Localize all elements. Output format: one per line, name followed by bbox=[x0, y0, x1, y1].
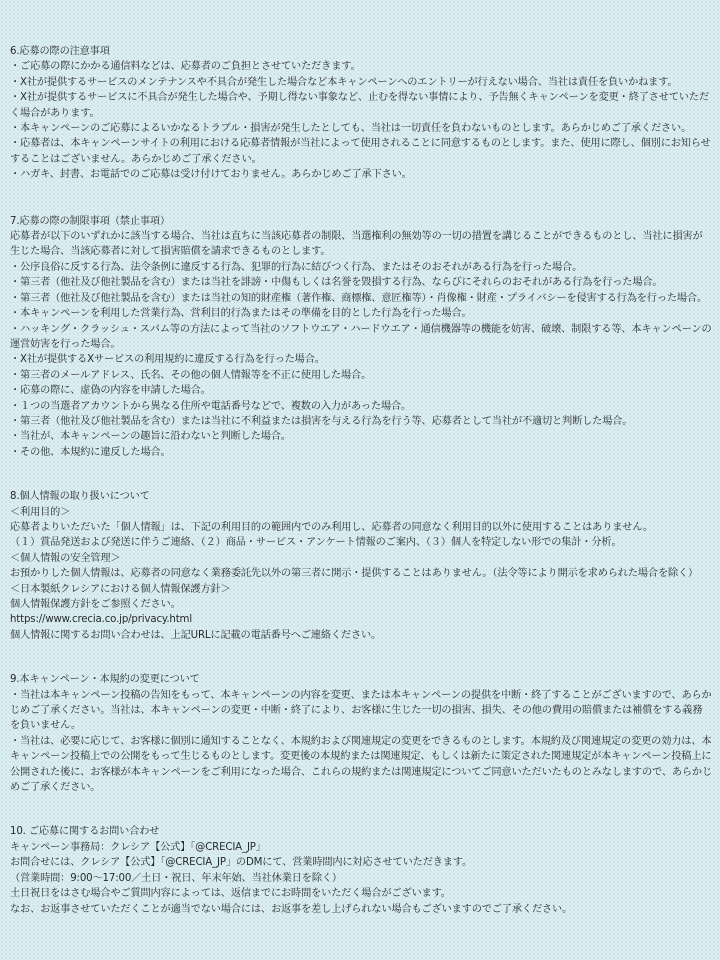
section-line: ・第三者（他社及び他社製品を含む）または当社の知的財産権（著作権、商標権、意匠権等）・肖像権・財産・プライバシーを侵害する行為を行った場合。 bbox=[10, 292, 708, 304]
section-line: ・X社が提供するサービスに不具合が発生した場合や、予期し得ない事象など、止むを得ない事情により、予告無くキャンペーンを変更・終了させていただく場合があります。 bbox=[10, 92, 710, 119]
section-line: ・ご応募の際にかかる通信料などは、応募者のご負担とさせていただきます。 bbox=[10, 61, 361, 73]
section-line: ・その他、本規約に違反した場合。 bbox=[10, 446, 171, 458]
section-line: お問合せには、クレシア【公式】「@CRECIA_JP」のDMにて、営業時間内に対応させていただきます。 bbox=[10, 857, 473, 869]
section-line: ・公序良俗に反する行為、法令条例に違反する行為、犯罪的行為に結びつく行為、またはそのおそれがある行為を行った場合。 bbox=[10, 261, 583, 273]
section-line: ・本キャンペーンを利用した営業行為、営利目的行為またはその準備を目的とした行為を行った場合。 bbox=[10, 308, 472, 320]
section-line: ・１つの当選者アカウントから異なる住所や電話番号などで、複数の入力があった場合。 bbox=[10, 400, 412, 412]
section-line: 個人情報に関するお問い合わせは、上記URLに記載の電話番号へご連絡ください。 bbox=[10, 629, 382, 641]
section-title: 6.応募の際の注意事項 bbox=[10, 46, 110, 57]
section-title: 10. ご応募に関するお問い合わせ bbox=[10, 826, 160, 838]
section-line: ・ハッキング・クラッシュ・スパム等の方法によって当社のソフトウエア・ハードウエア・通信機器等の機能を妨害、破壊、制限する等、本キャンペーンの運営妨害を行った場合。 bbox=[10, 323, 712, 350]
section-prohibited-acts bbox=[10, 214, 712, 461]
privacy-policy-url: https://www.crecia.co.jp/privacy.html bbox=[10, 614, 193, 626]
section-line: ・本キャンペーンのご応募によるいかなるトラブル・損害が発生したとしても、当社は一切責任を負わないものとします。あらかじめご了承ください。 bbox=[10, 123, 692, 135]
section-line: キャンペーン事務局：クレシア【公式】「@CRECIA_JP」 bbox=[10, 841, 266, 853]
section-line: なお、お返事させていただくことが適当でない場合には、お返事を差し上げられない場合もございますのでご了承ください。 bbox=[10, 903, 573, 915]
section-line: ・応募者は、本キャンペーンサイトの利用における応募者情報が当社によって使用されることに同意するものとします。また、使用に際し、個別にお知らせすることはございません。あらかじめご了承ください。 bbox=[10, 138, 711, 165]
section-line: ・当社は、必要に応じて、お客様に個別に通知することなく、本規約および関連規定の変更をできるものとします。本規約及び関連規定の変更の効力は、本キャンペーン投稿上での公開をもって生じるものとします。変更後の本規約または関連規定、もしくは新たに策定された関連規定が本キャンペーン投稿上に公開された後に、お客様が本キャンペーンをご利用になった場合、これらの規約または関連規定についてご同意いただいたものとみなしますので、あらかじめご了承ください。 bbox=[10, 735, 713, 794]
section-line: ＜利用目的＞ bbox=[10, 506, 71, 518]
section-contact bbox=[10, 824, 712, 916]
section-line: お預かりした個人情報は、応募者の同意なく業務委託先以外の第三者に開示・提供することはありません。（法令等により開示を求められた場合を除く） bbox=[10, 568, 699, 580]
section-line: 応募者が以下のいずれかに該当する場合、当社は直ちに当該応募者の制限、当選権利の無効等の一切の措置を講じることができるものとし、当社に損害が生じた場合、当該応募者に対して損害賠償を請求できるものとします。 bbox=[10, 231, 703, 258]
section-line: 応募者よりいただいた「個人情報」は、下記の利用目的の範囲内でのみ利用し、応募者の同意なく利用目的以外に使用することはありません。 bbox=[10, 521, 654, 533]
section-line: ・ハガキ、封書、お電話でのご応募は受け付けておりません。あらかじめご了承下さい。 bbox=[10, 169, 412, 181]
section-line: ・第三者のメールアドレス、氏名、その他の個人情報等を不正に使用した場合。 bbox=[10, 369, 372, 381]
section-line: ・X社が提供するサービスのメンテナンスや不具合が発生した場合など本キャンペーンへのエントリーが行えない場合、当社は責任を負いかねます。 bbox=[10, 76, 678, 88]
section-line: （１）賞品発送および発送に伴うご連絡、（２）商品・サービス・アンケート情報のご案内、（３）個人を特定しない形での集計・分析。 bbox=[10, 537, 622, 549]
section-title: 8.個人情報の取り扱いについて bbox=[10, 491, 150, 503]
section-line: 土日祝日をはさむ場合やご質問内容によっては、返信までにお時間をいただく場合がございます。 bbox=[10, 888, 451, 900]
section-line: ・X社が提供するXサービスの利用規約に違反する行為を行った場合。 bbox=[10, 354, 325, 366]
section-line: ・応募の際に、虚偽の内容を申請した場合。 bbox=[10, 385, 211, 397]
section-application-notes bbox=[10, 44, 712, 183]
section-line: ・第三者（他社及び他社製品を含む）または当社を誹謗・中傷もしくは名誉を毀損する行為、ならびにそれらのおそれがある行為を行った場合。 bbox=[10, 277, 663, 289]
section-line: （営業時間：9:00～17:00／土日・祝日、年末年始、当社休業日を除く） bbox=[10, 872, 342, 884]
section-line: ・当社は本キャンペーン投稿の告知をもって、本キャンペーンの内容を変更、または本キャンペーンの提供を中断・終了することがございますので、あらかじめご了承ください。当社は、本キャンペーンの変更・中断・終了により、お客様に生じた一切の損害、損失、その他の費用の賠償または補償をする義務を負いません。 bbox=[10, 689, 712, 732]
section-line: ＜日本製紙クレシアにおける個人情報保護方針＞ bbox=[10, 583, 231, 595]
section-line: 個人情報保護方針をご参照ください。 bbox=[10, 599, 181, 610]
section-line: ・当社が、本キャンペーンの趣旨に沿わないと判断した場合。 bbox=[10, 431, 291, 443]
section-line: ・第三者（他社及び他社製品を含む）または当社に不利益または損害を与える行為を行う等、応募者として当社が不適切と判断した場合。 bbox=[10, 415, 633, 427]
section-title: 7.応募の際の制限事項（禁止事項） bbox=[10, 215, 170, 227]
section-campaign-changes bbox=[10, 672, 712, 795]
section-line: ＜個人情報の安全管理＞ bbox=[10, 552, 121, 564]
section-personal-information bbox=[10, 489, 712, 643]
section-title: 9.本キャンペーン・本規約の変更について bbox=[10, 674, 200, 686]
